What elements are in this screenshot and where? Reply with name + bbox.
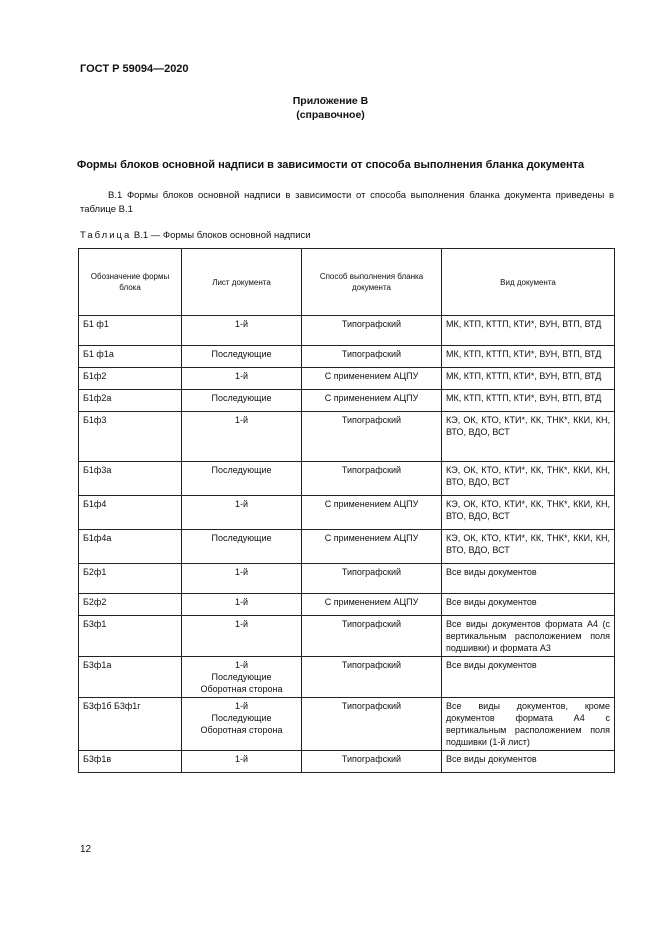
section-title: Формы блоков основной надписи в зависимости от способа выполнения бланка документа bbox=[76, 159, 585, 171]
table-row bbox=[79, 368, 615, 390]
cell-document-sheet: Последующие bbox=[182, 390, 302, 412]
cell-document-sheet: 1-й bbox=[182, 616, 302, 657]
cell-form-method: С применением АЦПУ bbox=[302, 530, 442, 564]
cell-document-type: Все виды документов формата А4 (с вертикальным расположением поля подшивки) и формата А3 bbox=[442, 616, 615, 657]
table-row bbox=[79, 751, 615, 773]
cell-form-designation: Б3ф1б Б3ф1г bbox=[79, 698, 182, 751]
cell-form-method: С применением АЦПУ bbox=[302, 594, 442, 616]
cell-document-sheet: Последующие bbox=[182, 530, 302, 564]
cell-document-sheet: Последующие bbox=[182, 346, 302, 368]
header-form-designation: Обозначение формы блока bbox=[79, 249, 182, 316]
cell-form-method: С применением АЦПУ bbox=[302, 368, 442, 390]
table-caption-text: В.1 — Формы блоков основной надписи bbox=[131, 230, 311, 241]
table-caption bbox=[80, 230, 311, 241]
table-row bbox=[79, 412, 615, 462]
table-row bbox=[79, 616, 615, 657]
table-row bbox=[79, 316, 615, 346]
cell-document-type: МК, КТП, КТТП, КТИ*, ВУН, ВТП, ВТД bbox=[442, 390, 615, 412]
cell-form-designation: Б1ф4а bbox=[79, 530, 182, 564]
cell-document-type: МК, КТП, КТТП, КТИ*, ВУН, ВТП, ВТД bbox=[442, 316, 615, 346]
cell-form-designation: Б1 ф1а bbox=[79, 346, 182, 368]
cell-form-method: Типографский bbox=[302, 657, 442, 698]
table-caption-prefix: Таблица bbox=[80, 230, 132, 241]
header-document-type: Вид документа bbox=[442, 249, 615, 316]
cell-form-method: Типографский bbox=[302, 412, 442, 462]
table-row bbox=[79, 390, 615, 412]
table-row bbox=[79, 657, 615, 698]
cell-document-type: МК, КТП, КТТП, КТИ*, ВУН, ВТП, ВТД bbox=[442, 368, 615, 390]
cell-document-type: Все виды документов bbox=[442, 564, 615, 594]
cell-document-type: Все виды документов bbox=[442, 594, 615, 616]
cell-form-method: Типографский bbox=[302, 751, 442, 773]
cell-document-sheet: 1-й Последующие Оборотная сторона bbox=[182, 698, 302, 751]
table-header-row bbox=[79, 249, 615, 316]
cell-document-type: Все виды документов, кроме документов формата А4 с вертикальным расположением поля подшивки (1-й лист) bbox=[442, 698, 615, 751]
cell-form-method: Типографский bbox=[302, 462, 442, 496]
cell-form-method: С применением АЦПУ bbox=[302, 496, 442, 530]
cell-document-type: МК, КТП, КТТП, КТИ*, ВУН, ВТП, ВТД bbox=[442, 346, 615, 368]
table-row bbox=[79, 698, 615, 751]
table-row bbox=[79, 530, 615, 564]
cell-form-designation: Б1ф2а bbox=[79, 390, 182, 412]
table-row bbox=[79, 564, 615, 594]
cell-document-sheet: 1-й bbox=[182, 594, 302, 616]
cell-form-designation: Б1ф3 bbox=[79, 412, 182, 462]
cell-form-designation: Б1ф2 bbox=[79, 368, 182, 390]
table-row bbox=[79, 496, 615, 530]
cell-document-sheet: 1-й bbox=[182, 496, 302, 530]
table-row bbox=[79, 462, 615, 496]
intro-paragraph: В.1 Формы блоков основной надписи в зависимости от способа выполнения бланка документа приведены в таблице В.1 bbox=[80, 190, 614, 215]
cell-form-designation: Б3ф1в bbox=[79, 751, 182, 773]
cell-document-sheet: 1-й bbox=[182, 564, 302, 594]
cell-document-sheet: 1-й bbox=[182, 412, 302, 462]
cell-form-method: Типографский bbox=[302, 698, 442, 751]
cell-document-sheet: 1-й Последующие Оборотная сторона bbox=[182, 657, 302, 698]
cell-form-method: Типографский bbox=[302, 346, 442, 368]
cell-form-designation: Б1ф4 bbox=[79, 496, 182, 530]
cell-form-designation: Б1ф3а bbox=[79, 462, 182, 496]
cell-form-method: Типографский bbox=[302, 564, 442, 594]
appendix-heading bbox=[0, 94, 661, 122]
cell-document-sheet: 1-й bbox=[182, 316, 302, 346]
cell-form-designation: Б3ф1а bbox=[79, 657, 182, 698]
cell-document-type: КЭ, ОК, КТО, КТИ*, КК, ТНК*, ККИ, КН, ВТО, ВДО, ВСТ bbox=[442, 462, 615, 496]
cell-form-method: Типографский bbox=[302, 316, 442, 346]
cell-document-type: КЭ, ОК, КТО, КТИ*, КК, ТНК*, ККИ, КН, ВТО, ВДО, ВСТ bbox=[442, 412, 615, 462]
cell-form-designation: Б3ф1 bbox=[79, 616, 182, 657]
cell-document-type: КЭ, ОК, КТО, КТИ*, КК, ТНК*, ККИ, КН, ВТО, ВДО, ВСТ bbox=[442, 530, 615, 564]
page-number: 12 bbox=[80, 844, 92, 855]
cell-document-type: Все виды документов bbox=[442, 751, 615, 773]
cell-form-designation: Б1 ф1 bbox=[79, 316, 182, 346]
cell-document-type: Все виды документов bbox=[442, 657, 615, 698]
cell-document-sheet: Последующие bbox=[182, 462, 302, 496]
cell-form-method: С применением АЦПУ bbox=[302, 390, 442, 412]
cell-form-method: Типографский bbox=[302, 616, 442, 657]
forms-table bbox=[78, 248, 615, 773]
cell-document-type: КЭ, ОК, КТО, КТИ*, КК, ТНК*, ККИ, КН, ВТО, ВДО, ВСТ bbox=[442, 496, 615, 530]
cell-form-designation: Б2ф1 bbox=[79, 564, 182, 594]
cell-document-sheet: 1-й bbox=[182, 368, 302, 390]
cell-document-sheet: 1-й bbox=[182, 751, 302, 773]
appendix-subtitle: (справочное) bbox=[296, 109, 365, 121]
cell-form-designation: Б2ф2 bbox=[79, 594, 182, 616]
table-row bbox=[79, 346, 615, 368]
header-document-sheet: Лист документа bbox=[182, 249, 302, 316]
table-row bbox=[79, 594, 615, 616]
standard-designation: ГОСТ Р 59094—2020 bbox=[80, 63, 189, 75]
header-form-method: Способ выполнения бланка документа bbox=[302, 249, 442, 316]
appendix-title: Приложение В bbox=[292, 95, 369, 107]
